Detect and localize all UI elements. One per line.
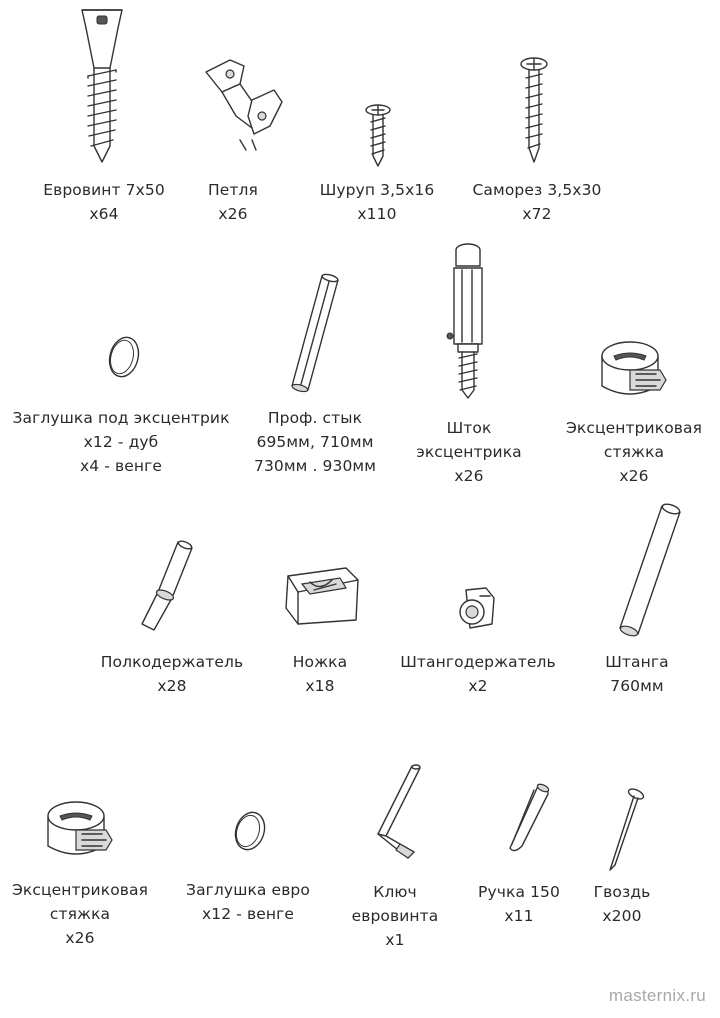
hinge-icon: [200, 54, 286, 154]
eccentric-rod-caption: Шток эксцентрика х26: [416, 419, 522, 485]
eccentric-cap-caption: Заглушка под эксцентрик х12 - дуб х4 - венге: [12, 409, 230, 475]
shelf-support-icon: [138, 538, 202, 632]
self-tapping-screw-caption: Саморез 3,5х30 х72: [472, 181, 602, 223]
hinge-caption: Петля х26: [208, 181, 258, 223]
furniture-leg-icon: [280, 562, 364, 628]
wardrobe-rod-caption: Штанга 760мм: [605, 653, 669, 695]
hex-key-caption: Ключ евровинта х1: [351, 883, 439, 949]
euro-cap-caption: Заглушка евро х12 - венге: [186, 881, 310, 923]
handle-caption: Ручка 150 х11: [478, 883, 560, 925]
rod-holder-icon: [454, 584, 500, 634]
profile-joint-caption: Проф. стык 695мм, 710мм 730мм . 930мм: [253, 409, 377, 475]
nail-caption: Гвоздь х200: [593, 883, 651, 925]
profile-joint-icon: [282, 272, 352, 396]
cam-lock-caption: Эксцентриковая стяжка х26: [11, 881, 149, 947]
cam-lock-caption: Эксцентриковая стяжка х26: [565, 419, 703, 485]
eccentric-cap-icon: [104, 332, 144, 382]
eccentric-rod-icon: [440, 240, 494, 400]
hex-key-icon: [356, 760, 426, 860]
handle-icon: [500, 780, 556, 856]
cam-lock-icon: [596, 334, 670, 404]
rod-holder-caption: Штангодержатель х2: [400, 653, 556, 695]
screw-small-caption: Шуруп 3,5х16 х110: [319, 181, 435, 223]
screw-small-icon: [364, 104, 392, 168]
cam-lock-icon: [42, 794, 116, 864]
furniture-leg-caption: Ножка х18: [292, 653, 348, 695]
nail-icon: [600, 786, 650, 872]
euro-cap-icon: [230, 806, 270, 856]
watermark: masternix.ru: [608, 986, 706, 1005]
shelf-support-caption: Полкодержатель х28: [100, 653, 244, 695]
eurovint-caption: Евровинт 7х50 х64: [43, 181, 165, 223]
self-tapping-screw-icon: [518, 56, 550, 166]
wardrobe-rod-icon: [608, 500, 688, 640]
eurovint-screw-icon: [74, 6, 130, 166]
